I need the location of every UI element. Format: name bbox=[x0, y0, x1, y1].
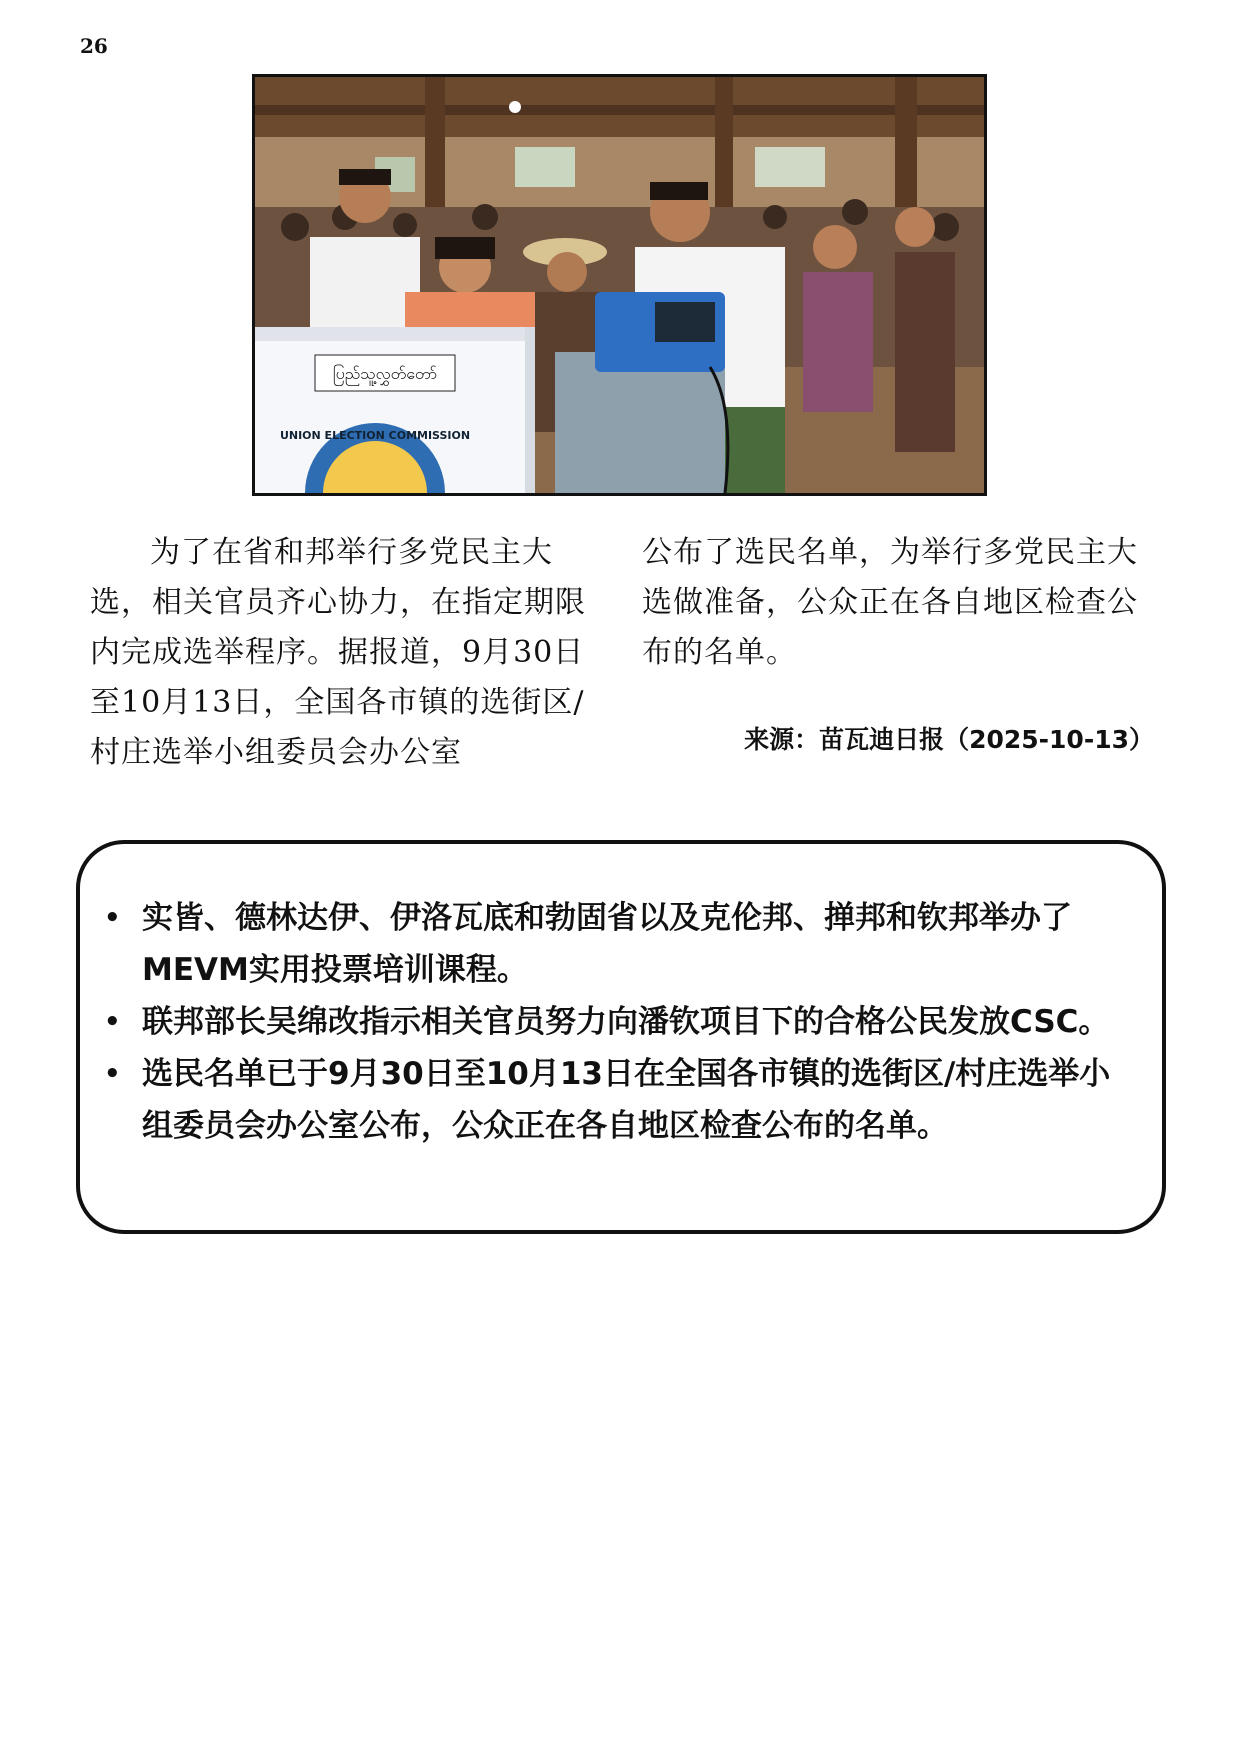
bullet-icon: • bbox=[104, 1059, 121, 1089]
article-left-column: 为了在省和邦举行多党民主大选，相关官员齐心协力，在指定期限内完成选举程序。据报道，9月30日至10月13日，全国各市镇的选街区/村庄选举小组委员会办公室 bbox=[90, 535, 586, 770]
news-photo bbox=[252, 74, 987, 496]
page-number: 26 bbox=[80, 34, 108, 58]
voting-scene-illustration bbox=[255, 77, 984, 493]
article-right-column: 公布了选民名单，为举行多党民主大选做准备，公众正在各自地区检查公布的名单。 bbox=[642, 535, 1138, 670]
summary-item bbox=[104, 1048, 1138, 1152]
article-source: 来源：苗瓦迪日报（2025-10-13） bbox=[744, 725, 1154, 754]
bullet-icon: • bbox=[104, 903, 121, 933]
summary-item-text: 实皆、德林达伊、伊洛瓦底和勃固省以及克伦邦、掸邦和钦邦举办了MEVM实用投票培训课程。 bbox=[142, 900, 1072, 988]
svg-text:ပြည်သူ့လွှတ်တော်: ပြည်သူ့လွှတ်တော် bbox=[332, 364, 438, 383]
summary-list bbox=[104, 892, 1138, 1152]
summary-box bbox=[76, 840, 1166, 1234]
summary-item-text: 选民名单已于9月30日至10月13日在全国各市镇的选街区/村庄选举小组委员会办公室公布，公众正在各自地区检查公布的名单。 bbox=[142, 1056, 1111, 1144]
summary-item bbox=[104, 996, 1138, 1048]
svg-text:UNION ELECTION COMMISSION: UNION ELECTION COMMISSION bbox=[279, 429, 471, 442]
summary-item bbox=[104, 892, 1138, 996]
bullet-icon: • bbox=[104, 1007, 121, 1037]
summary-item-text: 联邦部长吴绵改指示相关官员努力向潘钦项目下的合格公民发放CSC。 bbox=[142, 1004, 1110, 1040]
